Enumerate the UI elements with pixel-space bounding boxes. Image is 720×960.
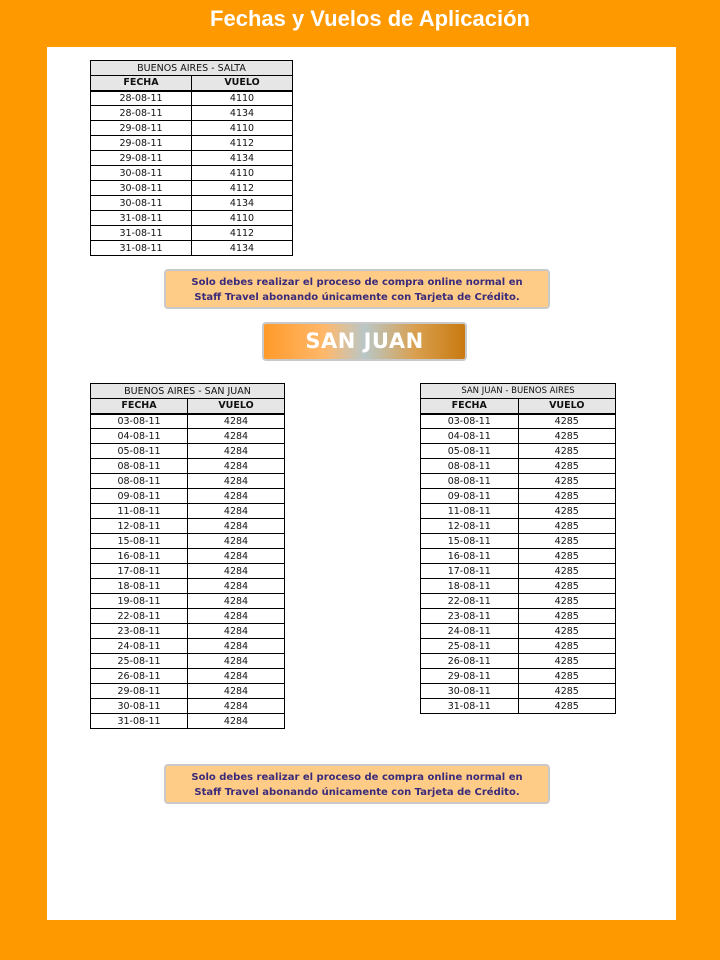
column-header-fecha: FECHA bbox=[421, 399, 519, 414]
payment-note-line-1: Solo debes realizar el proceso de compra online normal en bbox=[191, 277, 523, 288]
cell-vuelo: 4284 bbox=[188, 669, 285, 684]
cell-fecha: 04-08-11 bbox=[421, 429, 519, 444]
cell-fecha: 31-08-11 bbox=[421, 699, 519, 714]
table-row bbox=[421, 654, 616, 669]
cell-fecha: 24-08-11 bbox=[421, 624, 519, 639]
cell-vuelo: 4112 bbox=[192, 181, 293, 196]
table-row bbox=[421, 549, 616, 564]
cell-fecha: 26-08-11 bbox=[421, 654, 519, 669]
cell-vuelo: 4284 bbox=[188, 459, 285, 474]
cell-fecha: 09-08-11 bbox=[91, 489, 188, 504]
cell-vuelo: 4284 bbox=[188, 609, 285, 624]
cell-fecha: 04-08-11 bbox=[91, 429, 188, 444]
table-row bbox=[91, 429, 285, 444]
cell-vuelo: 4284 bbox=[188, 429, 285, 444]
cell-fecha: 31-08-11 bbox=[91, 241, 192, 256]
table-row bbox=[91, 714, 285, 729]
table-row bbox=[91, 121, 293, 136]
cell-vuelo: 4284 bbox=[188, 564, 285, 579]
column-header-vuelo: VUELO bbox=[518, 399, 616, 414]
cell-fecha: 22-08-11 bbox=[91, 609, 188, 624]
cell-fecha: 05-08-11 bbox=[421, 444, 519, 459]
cell-fecha: 03-08-11 bbox=[421, 414, 519, 429]
table-row bbox=[91, 489, 285, 504]
table-row bbox=[421, 504, 616, 519]
table-san-juan-buenos-aires bbox=[420, 383, 616, 714]
table-row bbox=[91, 684, 285, 699]
cell-fecha: 31-08-11 bbox=[91, 211, 192, 226]
table-row bbox=[421, 489, 616, 504]
table-row bbox=[91, 444, 285, 459]
cell-fecha: 08-08-11 bbox=[91, 474, 188, 489]
cell-fecha: 16-08-11 bbox=[91, 549, 188, 564]
cell-vuelo: 4284 bbox=[188, 414, 285, 429]
cell-fecha: 05-08-11 bbox=[91, 444, 188, 459]
table-row bbox=[91, 624, 285, 639]
table-row bbox=[91, 654, 285, 669]
cell-vuelo: 4134 bbox=[192, 151, 293, 166]
cell-fecha: 18-08-11 bbox=[91, 579, 188, 594]
cell-fecha: 31-08-11 bbox=[91, 226, 192, 241]
table-row bbox=[421, 459, 616, 474]
cell-vuelo: 4284 bbox=[188, 699, 285, 714]
cell-vuelo: 4284 bbox=[188, 714, 285, 729]
table-row bbox=[421, 684, 616, 699]
cell-fecha: 29-08-11 bbox=[91, 151, 192, 166]
cell-vuelo: 4285 bbox=[518, 549, 616, 564]
cell-vuelo: 4284 bbox=[188, 534, 285, 549]
cell-fecha: 08-08-11 bbox=[91, 459, 188, 474]
cell-vuelo: 4112 bbox=[192, 226, 293, 241]
cell-fecha: 08-08-11 bbox=[421, 474, 519, 489]
cell-fecha: 16-08-11 bbox=[421, 549, 519, 564]
cell-fecha: 03-08-11 bbox=[91, 414, 188, 429]
cell-fecha: 17-08-11 bbox=[421, 564, 519, 579]
table-row bbox=[421, 444, 616, 459]
table-row bbox=[421, 639, 616, 654]
table-row bbox=[91, 91, 293, 106]
cell-vuelo: 4284 bbox=[188, 489, 285, 504]
cell-vuelo: 4285 bbox=[518, 654, 616, 669]
table-row bbox=[91, 504, 285, 519]
table-row bbox=[91, 106, 293, 121]
table-row bbox=[91, 474, 285, 489]
table-row bbox=[91, 414, 285, 429]
page-title: Fechas y Vuelos de Aplicación bbox=[210, 6, 530, 31]
cell-vuelo: 4284 bbox=[188, 684, 285, 699]
table-row bbox=[421, 699, 616, 714]
table-title: BUENOS AIRES - SALTA bbox=[91, 61, 293, 76]
cell-fecha: 09-08-11 bbox=[421, 489, 519, 504]
table-row bbox=[91, 699, 285, 714]
cell-vuelo: 4285 bbox=[518, 639, 616, 654]
table-row bbox=[91, 136, 293, 151]
cell-vuelo: 4285 bbox=[518, 504, 616, 519]
cell-fecha: 11-08-11 bbox=[421, 504, 519, 519]
column-header-vuelo: VUELO bbox=[188, 399, 285, 414]
cell-fecha: 28-08-11 bbox=[91, 91, 192, 106]
cell-fecha: 08-08-11 bbox=[421, 459, 519, 474]
table-buenos-aires-salta bbox=[90, 60, 293, 256]
cell-vuelo: 4285 bbox=[518, 429, 616, 444]
cell-fecha: 29-08-11 bbox=[91, 684, 188, 699]
cell-fecha: 12-08-11 bbox=[91, 519, 188, 534]
cell-fecha: 11-08-11 bbox=[91, 504, 188, 519]
cell-vuelo: 4285 bbox=[518, 444, 616, 459]
table-row bbox=[91, 519, 285, 534]
payment-note-bottom bbox=[164, 764, 550, 804]
cell-fecha: 29-08-11 bbox=[91, 121, 192, 136]
cell-vuelo: 4285 bbox=[518, 459, 616, 474]
cell-fecha: 31-08-11 bbox=[91, 714, 188, 729]
cell-vuelo: 4284 bbox=[188, 474, 285, 489]
cell-vuelo: 4285 bbox=[518, 594, 616, 609]
column-header-fecha: FECHA bbox=[91, 76, 192, 91]
cell-vuelo: 4134 bbox=[192, 241, 293, 256]
cell-fecha: 18-08-11 bbox=[421, 579, 519, 594]
cell-fecha: 22-08-11 bbox=[421, 594, 519, 609]
cell-vuelo: 4284 bbox=[188, 504, 285, 519]
cell-vuelo: 4285 bbox=[518, 624, 616, 639]
table-row bbox=[91, 211, 293, 226]
table-row bbox=[421, 414, 616, 429]
column-header-vuelo: VUELO bbox=[192, 76, 293, 91]
payment-note-line-2: Staff Travel abonando únicamente con Tarjeta de Crédito. bbox=[194, 292, 520, 303]
table-row bbox=[91, 196, 293, 211]
table-row bbox=[421, 609, 616, 624]
cell-fecha: 30-08-11 bbox=[91, 699, 188, 714]
cell-vuelo: 4285 bbox=[518, 414, 616, 429]
payment-note-line-1: Solo debes realizar el proceso de compra online normal en bbox=[191, 772, 523, 783]
cell-vuelo: 4285 bbox=[518, 534, 616, 549]
table-row bbox=[421, 429, 616, 444]
table-title: BUENOS AIRES - SAN JUAN bbox=[91, 384, 285, 399]
table-row bbox=[91, 549, 285, 564]
table-row bbox=[421, 519, 616, 534]
cell-fecha: 23-08-11 bbox=[421, 609, 519, 624]
table-row bbox=[91, 166, 293, 181]
cell-fecha: 15-08-11 bbox=[91, 534, 188, 549]
table-row bbox=[91, 609, 285, 624]
table-row bbox=[91, 459, 285, 474]
table-row bbox=[421, 534, 616, 549]
cell-fecha: 24-08-11 bbox=[91, 639, 188, 654]
cell-vuelo: 4284 bbox=[188, 624, 285, 639]
table-title: SAN JUAN - BUENOS AIRES bbox=[421, 384, 616, 399]
cell-vuelo: 4134 bbox=[192, 196, 293, 211]
table-row bbox=[421, 669, 616, 684]
cell-vuelo: 4285 bbox=[518, 669, 616, 684]
table-row bbox=[91, 226, 293, 241]
cell-fecha: 19-08-11 bbox=[91, 594, 188, 609]
cell-vuelo: 4284 bbox=[188, 549, 285, 564]
cell-fecha: 30-08-11 bbox=[91, 181, 192, 196]
cell-vuelo: 4285 bbox=[518, 519, 616, 534]
section-banner-san-juan: SAN JUAN bbox=[262, 322, 467, 361]
cell-vuelo: 4284 bbox=[188, 654, 285, 669]
cell-vuelo: 4284 bbox=[188, 579, 285, 594]
table-row bbox=[91, 594, 285, 609]
cell-vuelo: 4284 bbox=[188, 594, 285, 609]
cell-vuelo: 4110 bbox=[192, 166, 293, 181]
cell-vuelo: 4285 bbox=[518, 564, 616, 579]
table-row bbox=[91, 534, 285, 549]
table-row bbox=[91, 579, 285, 594]
cell-fecha: 25-08-11 bbox=[421, 639, 519, 654]
cell-vuelo: 4285 bbox=[518, 579, 616, 594]
column-header-fecha: FECHA bbox=[91, 399, 188, 414]
cell-vuelo: 4285 bbox=[518, 489, 616, 504]
table-row bbox=[421, 624, 616, 639]
cell-vuelo: 4284 bbox=[188, 519, 285, 534]
cell-vuelo: 4134 bbox=[192, 106, 293, 121]
payment-note bbox=[164, 269, 550, 309]
table-row bbox=[421, 564, 616, 579]
cell-vuelo: 4284 bbox=[188, 444, 285, 459]
cell-fecha: 29-08-11 bbox=[421, 669, 519, 684]
cell-vuelo: 4285 bbox=[518, 474, 616, 489]
cell-fecha: 28-08-11 bbox=[91, 106, 192, 121]
cell-vuelo: 4112 bbox=[192, 136, 293, 151]
table-row bbox=[91, 241, 293, 256]
table-buenos-aires-san-juan bbox=[90, 383, 285, 729]
table-row bbox=[421, 579, 616, 594]
table-row bbox=[91, 639, 285, 654]
cell-fecha: 15-08-11 bbox=[421, 534, 519, 549]
cell-fecha: 23-08-11 bbox=[91, 624, 188, 639]
table-row bbox=[91, 151, 293, 166]
cell-vuelo: 4284 bbox=[188, 639, 285, 654]
table-row bbox=[421, 594, 616, 609]
cell-fecha: 17-08-11 bbox=[91, 564, 188, 579]
cell-fecha: 30-08-11 bbox=[91, 166, 192, 181]
table-row bbox=[91, 669, 285, 684]
payment-note-line-2: Staff Travel abonando únicamente con Tarjeta de Crédito. bbox=[194, 787, 520, 798]
cell-vuelo: 4110 bbox=[192, 211, 293, 226]
cell-fecha: 30-08-11 bbox=[421, 684, 519, 699]
cell-fecha: 12-08-11 bbox=[421, 519, 519, 534]
table-row bbox=[421, 474, 616, 489]
cell-fecha: 29-08-11 bbox=[91, 136, 192, 151]
cell-vuelo: 4285 bbox=[518, 609, 616, 624]
cell-vuelo: 4110 bbox=[192, 121, 293, 136]
table-row bbox=[91, 564, 285, 579]
cell-fecha: 26-08-11 bbox=[91, 669, 188, 684]
cell-vuelo: 4285 bbox=[518, 684, 616, 699]
cell-vuelo: 4285 bbox=[518, 699, 616, 714]
table-row bbox=[91, 181, 293, 196]
cell-fecha: 25-08-11 bbox=[91, 654, 188, 669]
cell-fecha: 30-08-11 bbox=[91, 196, 192, 211]
cell-vuelo: 4110 bbox=[192, 91, 293, 106]
